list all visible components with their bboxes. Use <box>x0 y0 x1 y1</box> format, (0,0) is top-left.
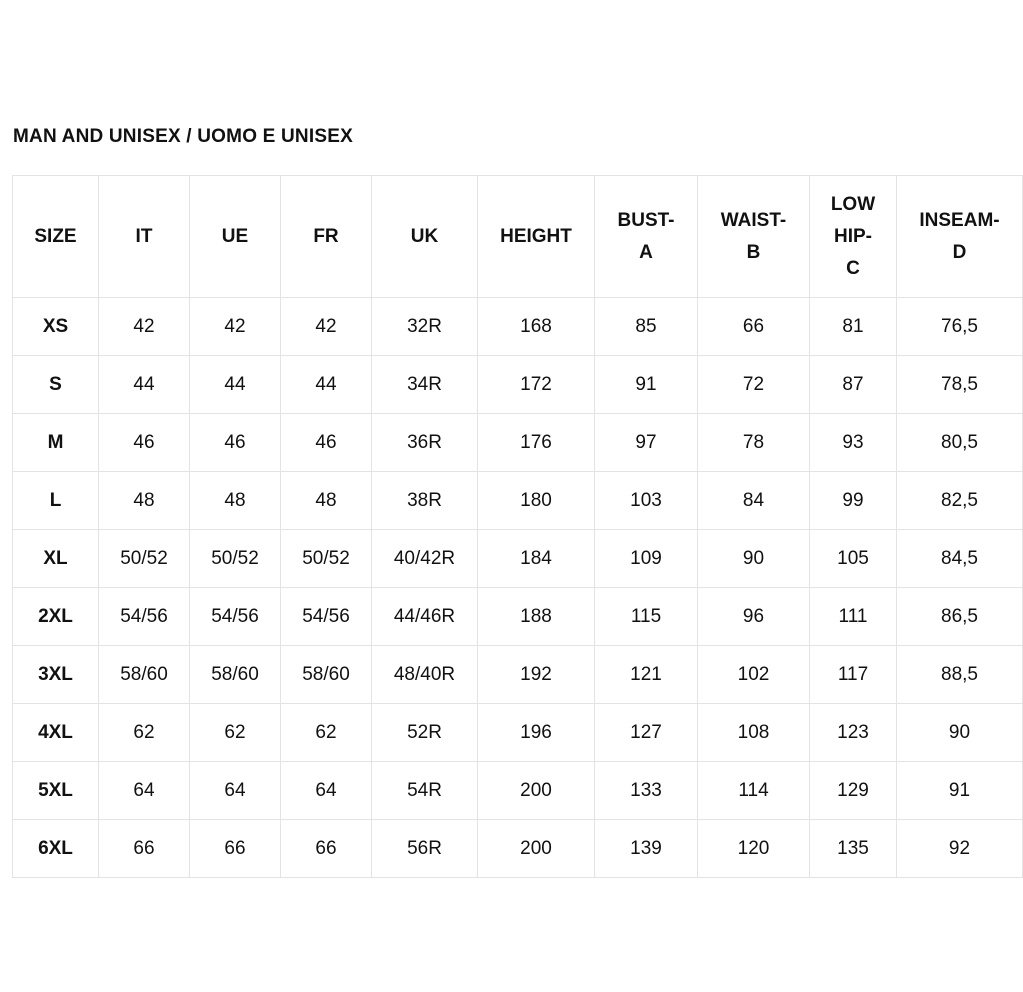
table-cell: 66 <box>698 298 810 356</box>
table-cell: 50/52 <box>190 530 281 588</box>
table-cell: 32R <box>372 298 478 356</box>
table-cell: 90 <box>897 704 1023 762</box>
table-cell: 84 <box>698 472 810 530</box>
table-cell: 54/56 <box>99 588 190 646</box>
table-cell: 56R <box>372 820 478 878</box>
table-cell: 50/52 <box>281 530 372 588</box>
table-cell: 78 <box>698 414 810 472</box>
size-cell: 5XL <box>13 762 99 820</box>
size-chart-table <box>12 175 1023 878</box>
table-cell: 62 <box>281 704 372 762</box>
size-cell: 3XL <box>13 646 99 704</box>
table-cell: 54/56 <box>190 588 281 646</box>
column-header-ue <box>190 176 281 298</box>
table-cell: 58/60 <box>190 646 281 704</box>
table-cell: 184 <box>478 530 595 588</box>
table-cell: 34R <box>372 356 478 414</box>
table-cell: 91 <box>595 356 698 414</box>
table-cell: 84,5 <box>897 530 1023 588</box>
table-cell: 97 <box>595 414 698 472</box>
table-row <box>13 762 1023 820</box>
table-cell: 114 <box>698 762 810 820</box>
table-cell: 91 <box>897 762 1023 820</box>
table-cell: 188 <box>478 588 595 646</box>
size-cell: XL <box>13 530 99 588</box>
table-cell: 44 <box>281 356 372 414</box>
header-line: C <box>846 257 860 279</box>
table-cell: 127 <box>595 704 698 762</box>
table-cell: 133 <box>595 762 698 820</box>
table-cell: 180 <box>478 472 595 530</box>
table-cell: 117 <box>810 646 897 704</box>
table-cell: 66 <box>99 820 190 878</box>
column-header-bust <box>595 176 698 298</box>
table-cell: 192 <box>478 646 595 704</box>
table-cell: 196 <box>478 704 595 762</box>
table-cell: 72 <box>698 356 810 414</box>
table-cell: 109 <box>595 530 698 588</box>
table-cell: 88,5 <box>897 646 1023 704</box>
table-cell: 176 <box>478 414 595 472</box>
table-cell: 115 <box>595 588 698 646</box>
header-line: UK <box>410 225 439 247</box>
table-cell: 82,5 <box>897 472 1023 530</box>
header-line: LOW <box>830 193 876 215</box>
size-cell: S <box>13 356 99 414</box>
table-cell: 102 <box>698 646 810 704</box>
column-header-it <box>99 176 190 298</box>
page-title: MAN AND UNISEX / UOMO E UNISEX <box>13 126 353 147</box>
table-cell: 64 <box>190 762 281 820</box>
table-cell: 54/56 <box>281 588 372 646</box>
table-cell: 58/60 <box>99 646 190 704</box>
header-line: SIZE <box>34 225 77 247</box>
header-line: INSEAM- <box>919 209 1000 231</box>
table-cell: 40/42R <box>372 530 478 588</box>
size-chart-table-container <box>12 175 1000 878</box>
table-row <box>13 530 1023 588</box>
table-cell: 172 <box>478 356 595 414</box>
size-cell: XS <box>13 298 99 356</box>
table-cell: 52R <box>372 704 478 762</box>
table-cell: 105 <box>810 530 897 588</box>
header-line: B <box>746 241 761 263</box>
table-cell: 54R <box>372 762 478 820</box>
table-cell: 66 <box>281 820 372 878</box>
column-header-size <box>13 176 99 298</box>
table-cell: 36R <box>372 414 478 472</box>
table-cell: 123 <box>810 704 897 762</box>
header-line: WAIST- <box>720 209 787 231</box>
table-cell: 66 <box>190 820 281 878</box>
table-cell: 80,5 <box>897 414 1023 472</box>
table-row <box>13 588 1023 646</box>
table-cell: 96 <box>698 588 810 646</box>
table-cell: 50/52 <box>99 530 190 588</box>
header-line: FR <box>313 225 339 247</box>
table-cell: 85 <box>595 298 698 356</box>
table-cell: 168 <box>478 298 595 356</box>
table-row <box>13 646 1023 704</box>
table-cell: 81 <box>810 298 897 356</box>
column-header-fr <box>281 176 372 298</box>
table-cell: 58/60 <box>281 646 372 704</box>
table-row <box>13 298 1023 356</box>
table-cell: 121 <box>595 646 698 704</box>
table-cell: 135 <box>810 820 897 878</box>
table-cell: 48/40R <box>372 646 478 704</box>
table-cell: 93 <box>810 414 897 472</box>
size-cell: 2XL <box>13 588 99 646</box>
table-cell: 42 <box>99 298 190 356</box>
table-row <box>13 472 1023 530</box>
table-cell: 64 <box>281 762 372 820</box>
table-cell: 92 <box>897 820 1023 878</box>
table-cell: 48 <box>99 472 190 530</box>
table-cell: 48 <box>190 472 281 530</box>
column-header-height <box>478 176 595 298</box>
size-cell: M <box>13 414 99 472</box>
header-line: BUST- <box>617 209 675 231</box>
table-cell: 120 <box>698 820 810 878</box>
table-cell: 44 <box>190 356 281 414</box>
column-header-uk <box>372 176 478 298</box>
table-cell: 87 <box>810 356 897 414</box>
table-row <box>13 704 1023 762</box>
table-cell: 62 <box>190 704 281 762</box>
table-cell: 200 <box>478 820 595 878</box>
table-row <box>13 356 1023 414</box>
table-cell: 139 <box>595 820 698 878</box>
table-row <box>13 820 1023 878</box>
table-cell: 42 <box>190 298 281 356</box>
column-header-low-hip <box>810 176 897 298</box>
header-line: D <box>952 241 967 263</box>
size-cell: 4XL <box>13 704 99 762</box>
table-cell: 42 <box>281 298 372 356</box>
table-cell: 44 <box>99 356 190 414</box>
table-cell: 90 <box>698 530 810 588</box>
table-cell: 99 <box>810 472 897 530</box>
table-cell: 64 <box>99 762 190 820</box>
table-cell: 86,5 <box>897 588 1023 646</box>
size-cell: L <box>13 472 99 530</box>
table-cell: 78,5 <box>897 356 1023 414</box>
column-header-waist <box>698 176 810 298</box>
column-header-inseam <box>897 176 1023 298</box>
header-line: A <box>639 241 653 263</box>
table-cell: 46 <box>281 414 372 472</box>
table-cell: 46 <box>99 414 190 472</box>
table-cell: 62 <box>99 704 190 762</box>
table-row <box>13 414 1023 472</box>
table-cell: 200 <box>478 762 595 820</box>
table-cell: 129 <box>810 762 897 820</box>
table-cell: 103 <box>595 472 698 530</box>
table-cell: 46 <box>190 414 281 472</box>
table-body <box>13 298 1023 878</box>
header-line: IT <box>135 225 153 247</box>
header-line: UE <box>221 225 249 247</box>
table-cell: 38R <box>372 472 478 530</box>
table-cell: 108 <box>698 704 810 762</box>
header-line: HIP- <box>834 225 872 247</box>
size-cell: 6XL <box>13 820 99 878</box>
header-line: HEIGHT <box>500 225 572 247</box>
header-row <box>13 176 1023 298</box>
table-cell: 111 <box>810 588 897 646</box>
table-cell: 76,5 <box>897 298 1023 356</box>
table-cell: 44/46R <box>372 588 478 646</box>
table-cell: 48 <box>281 472 372 530</box>
